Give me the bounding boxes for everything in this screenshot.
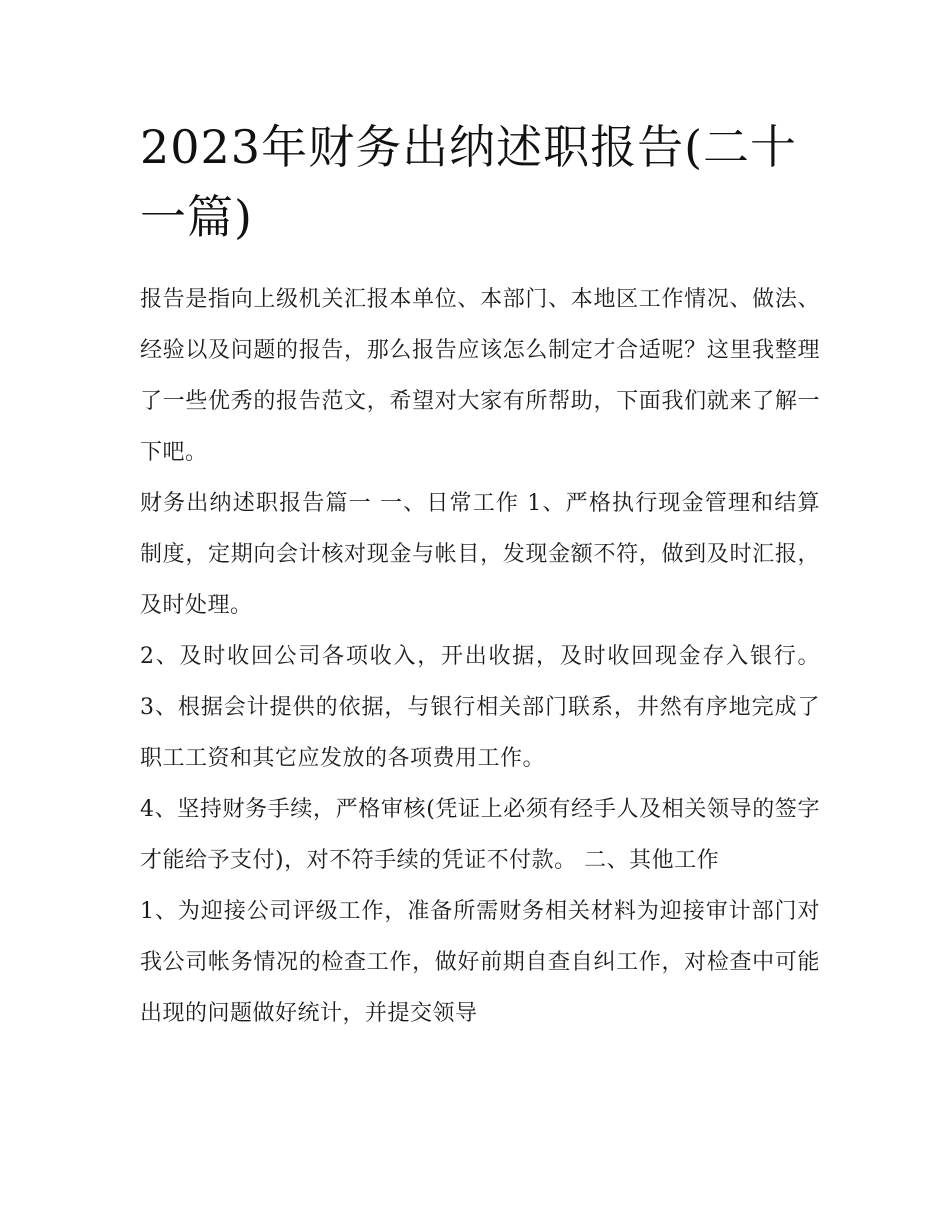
paragraph-intro: 报告是指向上级机关汇报本单位、本部门、本地区工作情况、做法、经验以及问题的报告，那么报告应该怎么制定才合适呢？这里我整理了一些优秀的报告范文，希望对大家有所帮助，下面我们就来了解一下吧。 <box>140 287 820 465</box>
paragraph-daily-work: 财务出纳述职报告篇一 一、日常工作 1、严格执行现金管理和结算制度，定期向会计核对现金与帐目，发现金额不符，做到及时汇报，及时处理。 <box>140 491 820 618</box>
paragraph-collection: 2、及时收回公司各项收入，开出收据，及时收回现金存入银行。 3、根据会计提供的依据，与银行相关部门联系，井然有序地完成了职工工资和其它应发放的各项费用工作。 <box>140 644 828 771</box>
document-title: 2023年财务出纳述职报告(二十一篇) <box>140 120 798 244</box>
paragraph-procedures: 4、坚持财务手续，严格审核(凭证上必须有经手人及相关领导的签字才能给予支付)，对不符手续的凭证不付款。 二、其他工作 <box>140 797 820 873</box>
document-body <box>140 274 828 1039</box>
paragraph-rating-prep: 1、为迎接公司评级工作，准备所需财务相关材料为迎接审计部门对我公司帐务情况的检查工作，做好前期自查自纠工作，对检查中可能出现的问题做好统计，并提交领导 <box>140 899 820 1026</box>
